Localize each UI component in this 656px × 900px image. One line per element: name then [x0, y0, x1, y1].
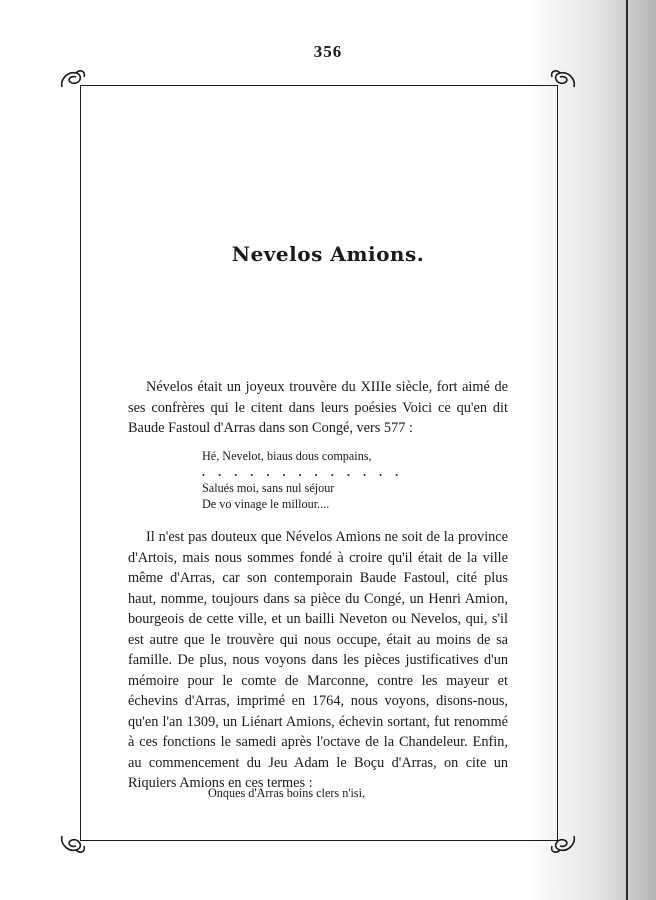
closing-verse-line: Onques d'Arras boins clers n'isi,: [208, 786, 366, 800]
verse-line: Hé, Nevelot, biaus dous compains,: [202, 449, 372, 463]
intro-paragraph: [128, 377, 508, 439]
corner-ornament-icon: [548, 67, 578, 93]
verse-line: Salués moi, sans nul séjour: [202, 481, 335, 495]
page-number: 356: [313, 42, 343, 61]
verse-ellipsis: . . . . . . . . . . . . .: [202, 465, 404, 479]
corner-ornament-icon: [58, 830, 88, 856]
verse-quotation: [202, 448, 442, 512]
chapter-heading: Nevelos Amions.: [231, 242, 425, 266]
paragraph-text: Névelos était un joyeux trouvère du XIIIe siècle, fort aimé de ses confrères qui le citent dans leurs poésies Voici ce qu'en dit Baude Fastoul d'Arras dans son Congé, vers 577 :: [128, 379, 508, 436]
body-paragraph: [128, 527, 508, 794]
corner-ornament-icon: [58, 67, 88, 93]
page-edge: [626, 0, 628, 900]
corner-ornament-icon: [548, 830, 578, 856]
paragraph-text: Il n'est pas douteux que Névelos Amions ne soit de la province d'Artois, mais nous sommes fondé à croire qu'il était de la ville même d'Arras, car son contemporain Baude Fastoul, cité plus haut, nomme, toujours dans sa pièce du Congé, un Henri Amion, bourgeois de cette ville, et un bailli Neveton ou Nevelos, qui, s'il est autre que le trouvère qui nous occupe, était au moins de sa famille. De plus, nous voyons dans les pièces justificatives d'un mémoire pour le comte de Marconne, contre les mayeur et échevins d'Arras, imprimé en 1764, nous voyons, disons-nous, qu'en l'an 1309, un Liénart Amions, échevin sortant, fut renommé à ces fonctions le samedi après l'octave de la Chandeleur. Enfin, au commencement du Jeu Adam le Boçu d'Arras, on cite un Riquiers Amions en ces termes :: [128, 529, 508, 791]
verse-line: De vo vinage le millour....: [202, 497, 330, 511]
